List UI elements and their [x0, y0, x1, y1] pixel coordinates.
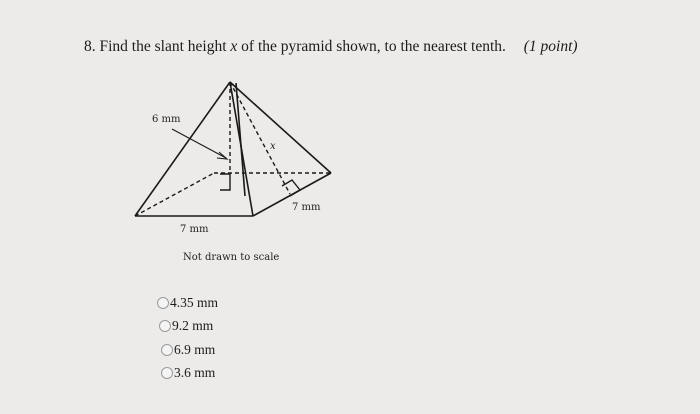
edge-right [230, 82, 331, 173]
answer-choices [157, 291, 218, 385]
radio-button[interactable] [161, 344, 173, 356]
choice-2[interactable] [159, 315, 218, 339]
back-left-dashed [135, 173, 214, 216]
inner-face-line [236, 83, 245, 196]
question-text-before: Find the slant height [99, 38, 227, 55]
question-number: 8. [84, 38, 96, 55]
label-base-side: 7 mm [292, 202, 321, 213]
label-base-front: 7 mm [180, 224, 209, 235]
label-slant: 6 mm [152, 114, 181, 125]
choice-4[interactable] [161, 362, 218, 386]
right-angle-side [282, 180, 300, 196]
choice-label: 4.35 mm [170, 294, 219, 310]
radio-button[interactable] [161, 367, 173, 379]
choice-label: 6.9 mm [174, 341, 216, 357]
figure-caption: Not drawn to scale [183, 252, 280, 263]
choice-label: 3.6 mm [174, 365, 216, 381]
question-variable: x [230, 38, 238, 55]
choice-3[interactable] [161, 338, 218, 362]
radio-button[interactable] [157, 297, 169, 309]
right-angle-center [220, 174, 230, 190]
radio-button[interactable] [159, 320, 171, 332]
question-points: (1 point) [523, 38, 578, 55]
question-text-after: of the pyramid shown, to the nearest tenth. [241, 38, 506, 55]
label-x: x [270, 141, 276, 152]
choice-label: 9.2 mm [172, 318, 214, 334]
question-text [84, 38, 578, 56]
choice-1[interactable] [157, 291, 218, 315]
edge-left [135, 82, 230, 216]
pyramid-diagram [120, 74, 360, 244]
pyramid-figure [120, 74, 360, 249]
